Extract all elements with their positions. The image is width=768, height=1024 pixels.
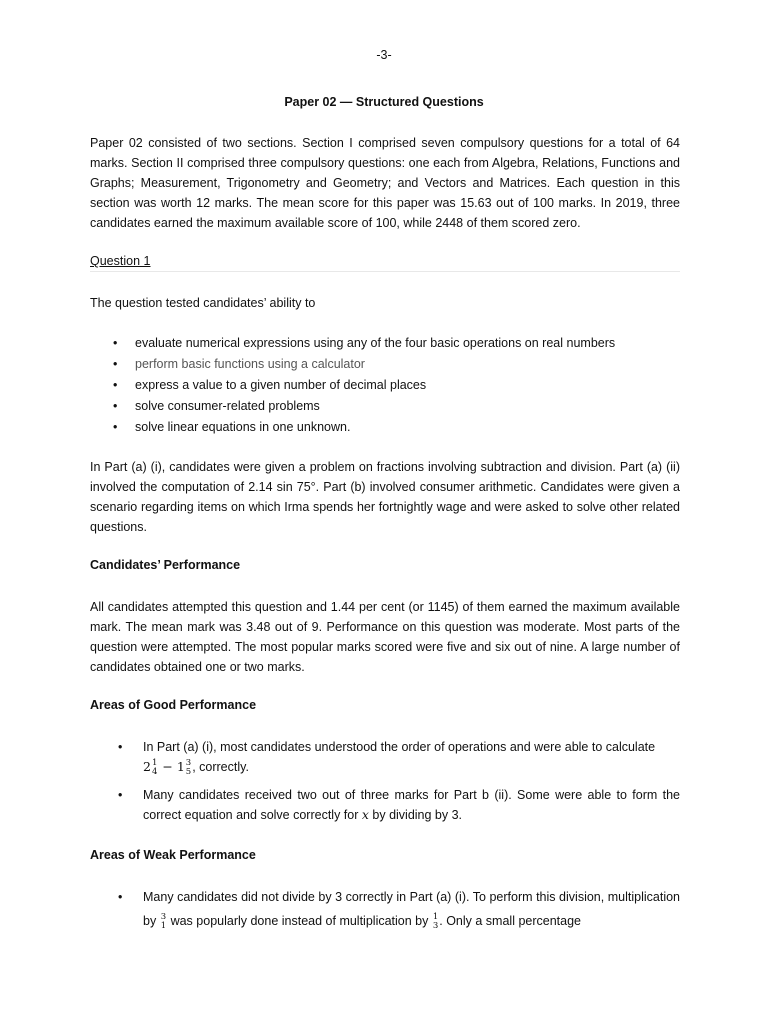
bullet-icon: • <box>113 357 118 371</box>
tested-skills-list <box>113 333 683 438</box>
fraction <box>152 759 157 777</box>
question-heading <box>90 254 680 272</box>
performance-heading: Candidates’ Performance <box>90 558 241 572</box>
question-heading-text: Question 1 <box>90 254 151 268</box>
list-item-text: In Part (a) (i), most candidates understood the order of operations and were able to calculate <box>143 740 656 754</box>
page-number: -3- <box>376 48 392 62</box>
fraction <box>433 913 438 931</box>
denominator: 3 <box>432 920 439 931</box>
numerator: 3 <box>185 757 192 768</box>
list-item <box>113 354 683 375</box>
performance-paragraph: All candidates attempted this question and 1.44 per cent (or 1145) of them earned the maximum available mark. The mean mark was 3.48 out of 9. Performance on this question was moderate. Most parts of the question were attempted. The most popular marks scored were five and six out of nine. A large number of candidates obtained one or two marks. <box>90 600 680 674</box>
list-item <box>118 885 680 933</box>
list-item-text: express a value to a given number of decimal places <box>135 378 427 392</box>
whole-number: 2 <box>143 759 151 774</box>
variable-x: x <box>361 807 369 822</box>
list-item-text: perform basic functions using a calculator <box>135 357 365 371</box>
list-item-text: Many candidates received two out of three marks for Part b (ii). Some were able to form the correct equation and solve correctly for <box>143 788 680 822</box>
list-item <box>113 396 683 417</box>
list-item-text-middle: was popularly done instead of multiplication by <box>167 914 432 928</box>
numerator: 1 <box>151 757 158 768</box>
bullet-icon: • <box>118 788 123 802</box>
good-performance-list <box>118 737 680 825</box>
list-item <box>118 737 680 777</box>
page-title: Paper 02 — Structured Questions <box>284 95 484 109</box>
expression-suffix: , correctly. <box>192 760 249 774</box>
list-item-text-end: by dividing by 3. <box>368 808 463 822</box>
numerator: 3 <box>160 911 167 922</box>
bullet-icon: • <box>113 378 118 392</box>
list-item <box>118 785 680 825</box>
fraction <box>161 913 166 931</box>
bullet-icon: • <box>113 420 118 434</box>
list-item <box>113 375 683 396</box>
list-item-text: solve consumer-related problems <box>135 399 320 413</box>
good-performance-heading: Areas of Good Performance <box>90 698 257 712</box>
whole-number: 1 <box>176 759 185 774</box>
denominator: 5 <box>185 766 192 777</box>
bullet-icon: • <box>113 399 118 413</box>
minus-sign: − <box>162 759 173 774</box>
list-item-text: Many candidates did not divide by 3 correctly in Part (a) (i). To perform this division, multiplication by <box>143 890 680 928</box>
tested-intro: The question tested candidates’ ability to <box>90 296 316 310</box>
list-item <box>113 333 683 354</box>
numerator: 1 <box>432 911 439 922</box>
intro-paragraph: Paper 02 consisted of two sections. Section I comprised seven compulsory questions for a total of 64 marks. Section II comprised three compulsory questions: one each from Algebra, Relations, Functions and Graphs; Measurement, Trigonometry and Geometry; and Vectors and Matrices. Each question in this section was worth 12 marks. The mean score for this paper was 15.63 out of 100 marks. In 2019, three candidates earned the maximum available score of 100, while 2448 of them scored zero. <box>90 136 680 230</box>
mixed-number-expression <box>143 757 192 777</box>
list-item-text: evaluate numerical expressions using any of the four basic operations on real numbers <box>135 336 616 350</box>
denominator: 4 <box>151 766 158 777</box>
weak-performance-list <box>118 885 680 933</box>
list-item <box>113 417 683 438</box>
fraction <box>186 759 191 777</box>
bullet-icon: • <box>118 740 123 754</box>
denominator: 1 <box>160 920 167 931</box>
list-item-text: solve linear equations in one unknown. <box>135 420 351 434</box>
list-item-text-end: . Only a small percentage <box>439 914 582 928</box>
part-description: In Part (a) (i), candidates were given a problem on fractions involving subtraction and division. Part (a) (ii) involved the computation of 2.14 sin 75°. Part (b) involved consumer arithmetic. Candidates were given a scenario regarding items on which Irma spends her fortnightly wage and were asked to solve other related questions. <box>90 460 680 534</box>
bullet-icon: • <box>118 890 123 904</box>
bullet-icon: • <box>113 336 118 350</box>
weak-performance-heading: Areas of Weak Performance <box>90 848 256 862</box>
